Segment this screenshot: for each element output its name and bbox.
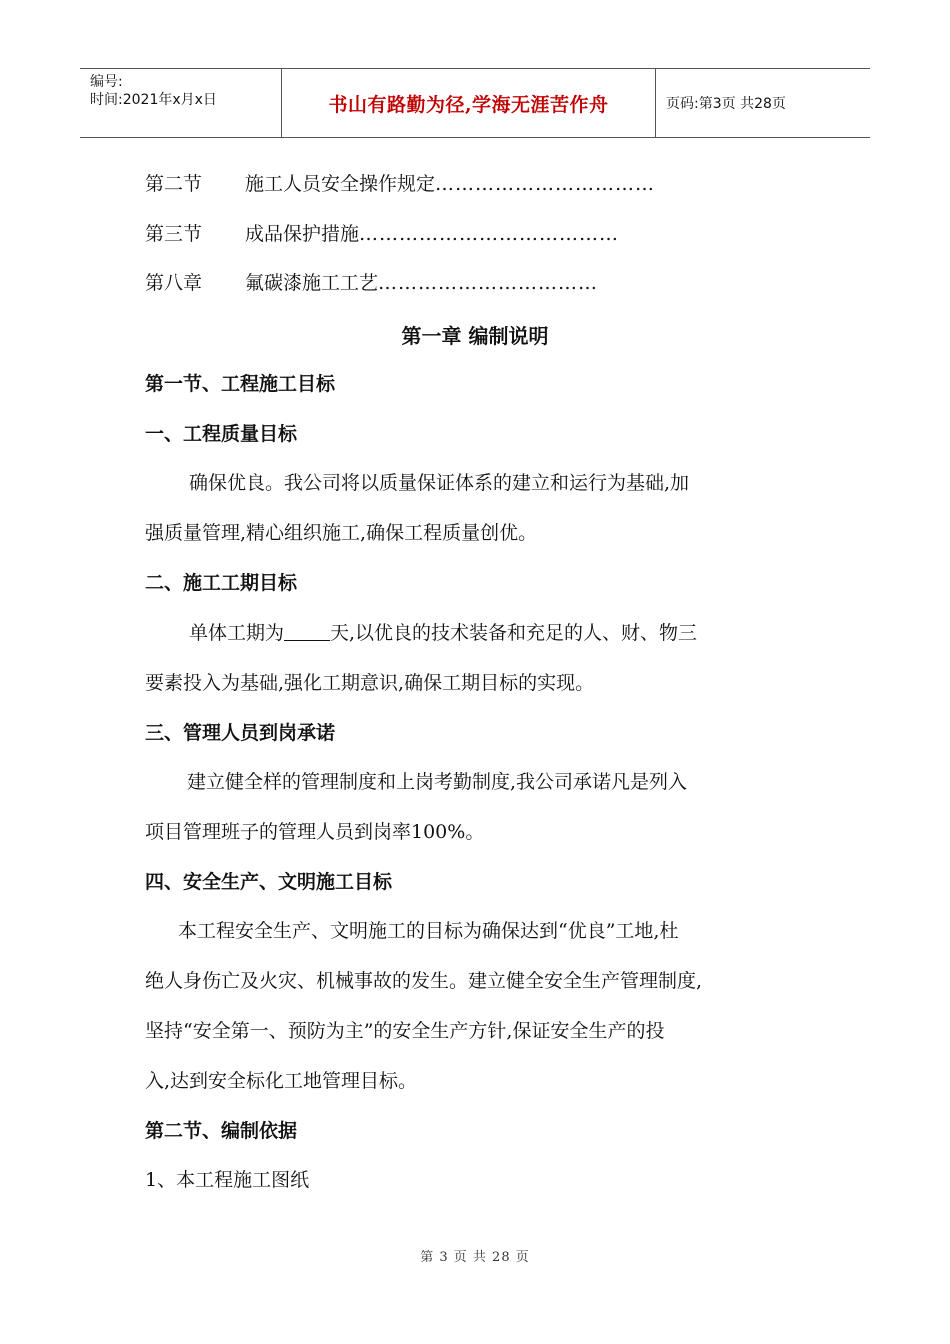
toc-entry-number: 第二节 [145, 173, 203, 195]
paragraph-line: 项目管理班子的管理人员到岗率100%。 [145, 821, 485, 843]
list-item: 1、本工程施工图纸 [145, 1169, 310, 1191]
toc-entry [145, 172, 655, 196]
header-number-label: 编号: [90, 74, 123, 90]
subsection-heading: 三、管理人员到岗承诺 [145, 722, 336, 744]
paragraph-line: 确保优良。我公司将以质量保证体系的建立和运行为基础,加 [189, 472, 690, 494]
header-time-label: 时间:2021年x月x日 [90, 92, 217, 108]
section-heading: 第二节、编制依据 [145, 1120, 298, 1142]
toc-entry-title: 氟碳漆施工工艺 [245, 272, 379, 294]
fill-in-blank [284, 622, 330, 641]
section-heading: 第一节、工程施工目标 [145, 373, 336, 395]
paragraph-line: 建立健全样的管理制度和上岗考勤制度,我公司承诺凡是列入 [187, 771, 688, 793]
subsection-heading: 二、施工工期目标 [145, 572, 298, 594]
header-meta-cell [80, 69, 282, 137]
paragraph-text: 单体工期为 [189, 622, 285, 644]
chapter-title: 第一章 编制说明 [401, 324, 549, 348]
subsection-heading: 一、工程质量目标 [145, 423, 298, 445]
toc-entry [145, 271, 598, 295]
paragraph-text: 天,以优良的技术装备和充足的人、财、物三 [330, 622, 698, 644]
toc-entry-dots: ………………………………… [359, 223, 620, 245]
header-page-label: 页码:第3页 共28页 [666, 96, 786, 112]
paragraph-line: 要素投入为基础,强化工期意识,确保工期目标的实现。 [145, 672, 595, 694]
paragraph-line: 强质量管理,精心组织施工,确保工程质量创优。 [145, 522, 538, 544]
paragraph-line: 入,达到安全标化工地管理目标。 [145, 1070, 418, 1092]
paragraph-line: 坚持“安全第一、预防为主”的安全生产方针,保证安全生产的投 [145, 1020, 665, 1042]
toc-entry-dots: …………………………… [378, 272, 599, 294]
paragraph-line: 本工程安全生产、文明施工的目标为确保达到“优良”工地,杜 [178, 920, 679, 942]
toc-entry-title: 成品保护措施 [245, 223, 360, 245]
toc-entry-number: 第八章 [145, 272, 203, 294]
page-footer: 第 3 页 共 28 页 [420, 1250, 530, 1265]
toc-entry-number: 第三节 [145, 223, 203, 245]
toc-entry-dots: …………………………… [435, 173, 656, 195]
page-header-table [80, 68, 870, 138]
subsection-heading: 四、安全生产、文明施工目标 [145, 871, 393, 893]
toc-entry-title: 施工人员安全操作规定 [245, 173, 436, 195]
header-motto: 书山有路勤为径,学海无涯苦作舟 [282, 69, 656, 137]
paragraph-line [189, 620, 697, 646]
toc-entry [145, 222, 619, 246]
paragraph-line: 绝人身伤亡及火灾、机械事故的发生。建立健全安全生产管理制度, [145, 970, 703, 992]
